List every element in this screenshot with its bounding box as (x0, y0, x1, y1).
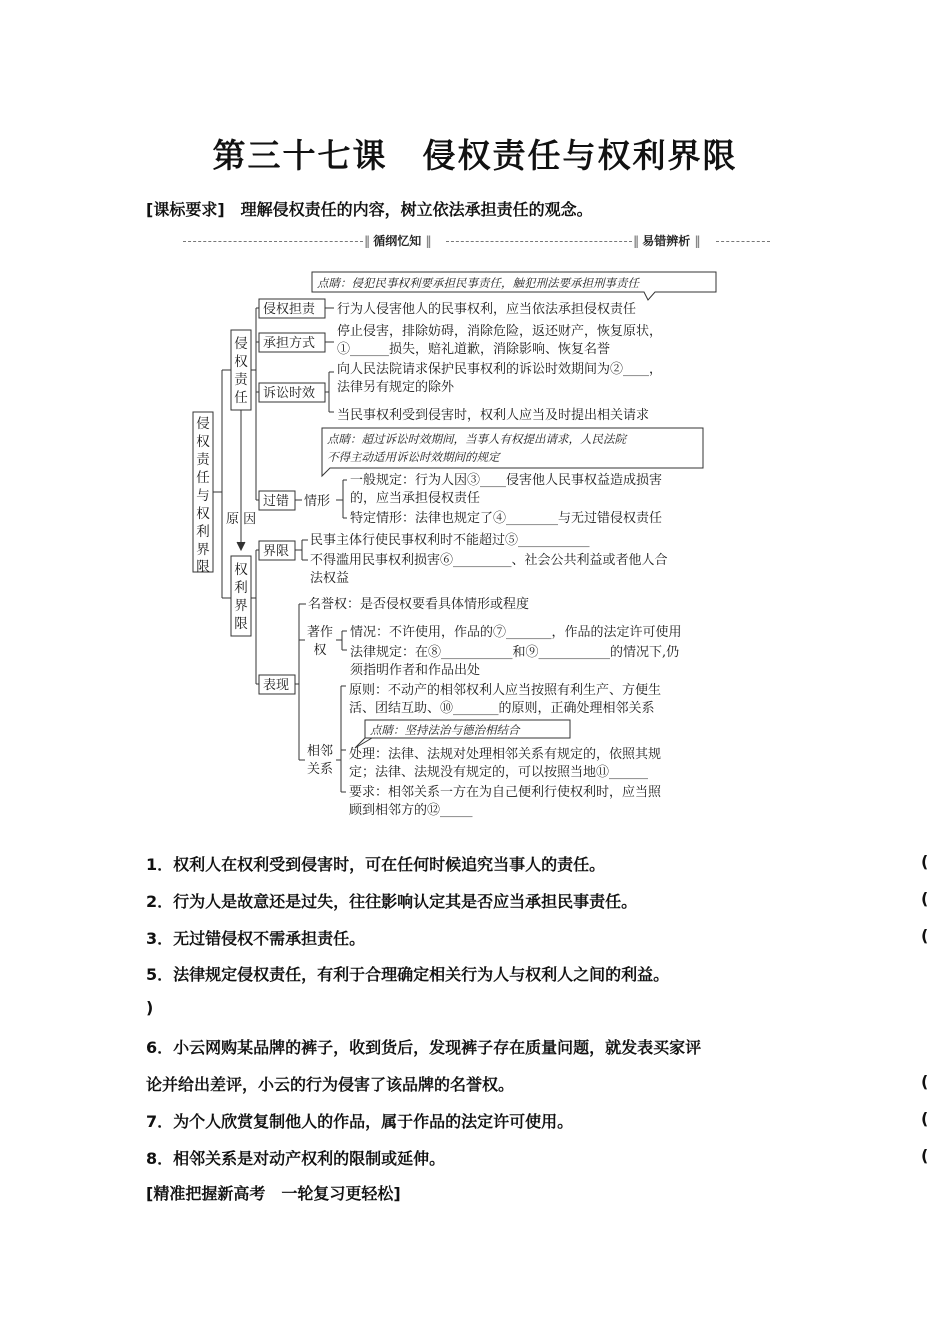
node-fangshi: 承担方式 (263, 336, 316, 351)
question-8: 8．相邻关系是对动产权利的限制或延伸。 (146, 1149, 446, 1168)
answer-paren-7: ( (921, 1109, 929, 1128)
leaf-danze: 行为人侵害他人的民事权利，应当依法承担侵权责任 (337, 302, 637, 317)
root-char-8: 界 (196, 542, 210, 558)
page-title: 第三十七课 侵权责任与权利界限 (212, 136, 738, 175)
section-tag-errors-label: 易错辨析 (642, 234, 691, 248)
root-char-1: 侵 (196, 416, 210, 432)
leaf-xianglin-6: 顾到相邻方的⑫_____ (349, 803, 473, 818)
note-1: 点睛：侵犯民事权利要承担民事责任，触犯刑法要承担刑事责任 (317, 276, 639, 290)
root-char-6: 权 (196, 506, 210, 522)
root-char-3: 责 (196, 452, 210, 468)
answer-paren-1: ( (921, 852, 929, 871)
section-tag-errors: ‖ 易错辨析 ‖ (633, 234, 700, 248)
note-2b: 不得主动适用诉讼时效期间的规定 (327, 450, 500, 464)
course-requirement (146, 197, 593, 220)
cause-label: 原 因 (226, 512, 257, 527)
question-3: 3．无过错侵权不需承担责任。 (146, 929, 366, 948)
leaf-xianglin-5: 要求：相邻关系一方在为自己便利行使权利时，应当照 (349, 785, 662, 800)
root-char-2: 权 (196, 434, 210, 450)
root-char-5: 与 (196, 488, 210, 504)
leaf-xianglin-1: 原则：不动产的相邻权利人应当按照有利生产、方便生 (349, 683, 662, 698)
leaf-guocuo-3: 特定情形：法律也规定了④________与无过错侵权责任 (350, 511, 663, 526)
question-5: 5．法律规定侵权责任，有利于合理确定相关行为人与权利人之间的利益。 (146, 965, 670, 984)
leaf-zhuzuo-2: 法律规定：在⑧___________和⑨___________的情况下,仍 (350, 645, 680, 660)
node-zhuzuo-1: 著作 (306, 625, 334, 640)
node-zhuzuo-2: 权 (313, 643, 327, 658)
footer-slogan: [精准把握新高考 一轮复习更轻松] (146, 1184, 401, 1203)
leaf-xianglin-3: 处理：法律、法规对处理相邻关系有规定的，依照其规 (349, 747, 662, 762)
leaf-fangshi-1: 停止侵害，排除妨碍，消除危险，返还财产，恢复原状， (337, 324, 663, 339)
leaf-guocuo-2: 的，应当承担侵权责任 (350, 491, 481, 506)
leaf-zhuzuo-3: 须指明作者和作品出处 (350, 663, 481, 678)
section-tag-review: ‖ 循纲忆知 ‖ (364, 234, 431, 248)
leaf-mingyu: 名誉权：是否侵权要看具体情形或程度 (308, 597, 530, 612)
leaf-xianglin-2: 活、团结互助、⑩_______的原则，正确处理相邻关系 (349, 701, 655, 716)
node-danze: 侵权担责 (263, 302, 316, 317)
section-tag-review-label: 循纲忆知 (373, 234, 422, 248)
node-jiexian: 界限 (263, 544, 290, 559)
note-2a: 点睛：超过诉讼时效期间，当事人有权提出请求，人民法院 (327, 432, 626, 446)
b1-char-4: 任 (234, 390, 248, 406)
note-3: 点睛：坚持法治与德治相结合 (370, 723, 520, 737)
b1-char-1: 侵 (234, 336, 248, 352)
answer-paren-2: ( (921, 889, 929, 908)
leaf-jiexian-2: 不得滥用民事权利损害⑥_________、社会公共利益或者他人合 (310, 553, 668, 568)
b2-char-3: 界 (234, 598, 248, 614)
b1-char-2: 权 (234, 354, 248, 370)
question-1: 1．权利人在权利受到侵害时，可在任何时候追究当事人的责任。 (146, 855, 606, 874)
node-qingxing: 情形 (304, 494, 331, 509)
leaf-shixiao-1: 向人民法院请求保护民事权利的诉讼时效期间为②____， (337, 362, 663, 377)
answer-paren-8: ( (921, 1146, 929, 1165)
b2-char-2: 利 (234, 580, 248, 596)
leaf-guocuo-1: 一般规定：行为人因③____侵害他人民事权益造成损害 (350, 473, 663, 488)
node-shixiao: 诉讼时效 (263, 386, 316, 401)
leaf-shixiao-2: 法律另有规定的除外 (337, 380, 455, 395)
leaf-jiexian-3: 法权益 (310, 571, 350, 586)
leaf-xianglin-4: 定；法律、法规没有规定的，可以按照当地⑪______ (349, 765, 649, 780)
node-xianglin-2: 关系 (306, 762, 334, 777)
root-char-9: 限 (196, 559, 210, 575)
question-6-line-2: 论并给出差评，小云的行为侵害了该品牌的名誉权。 (146, 1075, 515, 1094)
leaf-jiexian-1: 民事主体行使民事权利时不能超过⑤___________ (310, 533, 590, 548)
root-char-4: 任 (196, 470, 210, 486)
node-biaoxian: 表现 (263, 678, 290, 693)
knowledge-map (0, 260, 950, 830)
question-6-line-1: 6．小云网购某品牌的裤子，收到货后，发现裤子存在质量问题，就发表买家评 (146, 1038, 702, 1057)
question-2: 2．行为人是故意还是过失，往往影响认定其是否应当承担民事责任。 (146, 892, 638, 911)
requirement-label: [课标要求] (146, 200, 225, 219)
answer-paren-3: ( (921, 926, 929, 945)
requirement-text: 理解侵权责任的内容，树立依法承担责任的观念。 (240, 200, 593, 219)
node-xianglin-1: 相邻 (306, 744, 334, 759)
answer-paren-6: ( (921, 1072, 929, 1091)
b2-char-1: 权 (234, 562, 248, 578)
b1-char-3: 责 (234, 372, 248, 388)
root-char-7: 利 (196, 524, 210, 540)
leaf-shixiao-3: 当民事权利受到侵害时，权利人应当及时提出相关请求 (337, 408, 650, 423)
b2-char-4: 限 (234, 616, 248, 632)
section-divider-left (183, 241, 363, 242)
node-guocuo: 过错 (263, 494, 290, 509)
leaf-fangshi-2: ①______损失，赔礼道歉，消除影响、恢复名誉 (337, 342, 611, 357)
section-divider-right (716, 241, 770, 242)
leaf-zhuzuo-1: 情况：不许使用，作品的⑦_______，作品的法定许可使用 (350, 625, 682, 640)
section-divider-middle (446, 241, 632, 242)
question-5-close: ) (146, 998, 154, 1017)
question-7: 7．为个人欣赏复制他人的作品，属于作品的法定许可使用。 (146, 1112, 574, 1131)
